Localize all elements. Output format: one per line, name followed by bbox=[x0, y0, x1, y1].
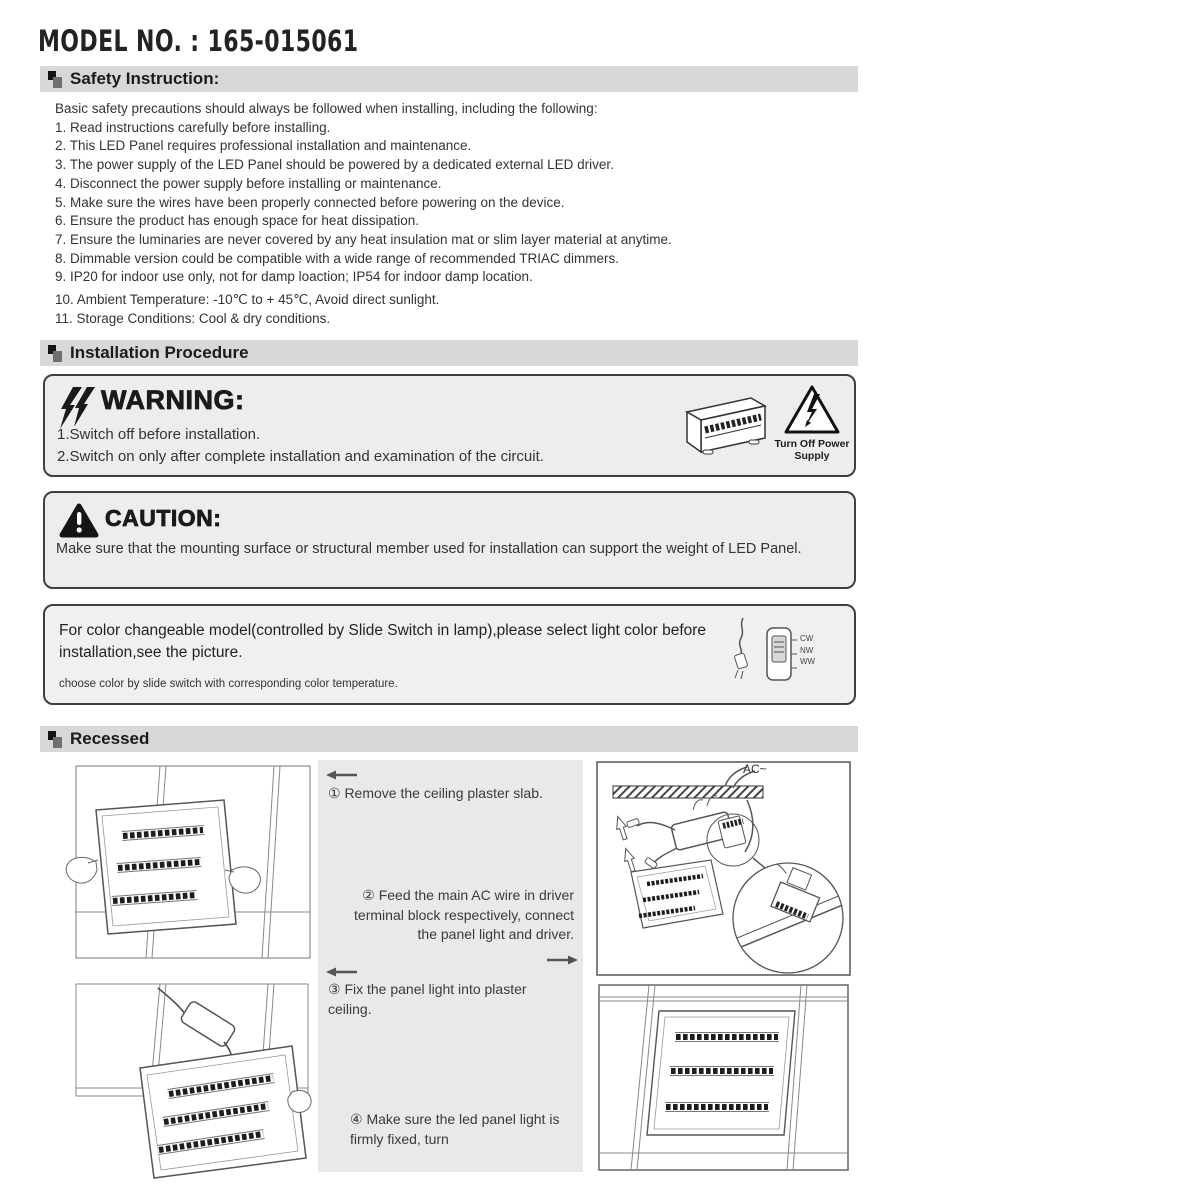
illustration-wiring-container bbox=[595, 760, 852, 977]
step-4-text: ④ Make sure the led panel light is firmly fixed, turn bbox=[350, 1111, 560, 1147]
safety-item: 7. Ensure the luminaries are never covered by any heat insulation mat or slim layer material at anytime. bbox=[55, 231, 672, 247]
color-select-text: For color changeable model(controlled by Slide Switch in lamp),please select light color before installation,see the picture. bbox=[59, 622, 707, 661]
safety-item: 9. IP20 for indoor use only, not for damp loaction; IP54 for indoor damp location. bbox=[55, 269, 533, 285]
illustration-connect-driver bbox=[595, 760, 852, 977]
step-2-text: ② Feed the main AC wire in driver terminal block respectively, connect the panel light and driver. bbox=[354, 887, 574, 942]
section-header-recessed bbox=[40, 726, 858, 752]
lightning-bolts-icon bbox=[57, 387, 95, 429]
illustration-remove-ceiling-slab bbox=[62, 760, 312, 965]
safety-item: 3. The power supply of the LED Panel should be powered by a dedicated external LED driver. bbox=[55, 157, 614, 173]
left-arrow-icon bbox=[326, 966, 358, 978]
warning-heading: WARNING: bbox=[101, 385, 245, 415]
section-header-safety bbox=[40, 66, 858, 92]
switch-label-ww: WW bbox=[800, 657, 816, 666]
safety-item: 4. Disconnect the power supply before installing or maintenance. bbox=[55, 175, 442, 191]
switch-temperature-labels bbox=[800, 633, 815, 668]
led-driver-illustration bbox=[677, 390, 773, 462]
right-arrow-icon bbox=[546, 954, 578, 966]
safety-item: 11. Storage Conditions: Cool & dry conditions. bbox=[55, 310, 331, 326]
warning-line-1: 1.Switch off before installation. bbox=[57, 426, 261, 443]
safety-item: 2. This LED Panel requires professional installation and maintenance. bbox=[55, 138, 472, 154]
section-header-installation bbox=[40, 340, 858, 366]
turn-off-power-label: Turn Off Power Supply bbox=[774, 438, 850, 462]
switch-label-cw: CW bbox=[800, 634, 814, 643]
safety-intro: Basic safety precautions should always be followed when installing, including the following: bbox=[55, 101, 598, 116]
safety-item: 1. Read instructions carefully before installing. bbox=[55, 119, 331, 135]
caution-text: Make sure that the mounting surface or structural member used for installation can support the weight of LED Panel. bbox=[56, 541, 802, 557]
warning-box bbox=[43, 374, 856, 477]
caution-box bbox=[43, 491, 856, 589]
section-title: Recessed bbox=[70, 729, 150, 748]
steps-column bbox=[318, 760, 583, 1172]
safety-instructions-list bbox=[55, 100, 835, 328]
switch-label-nw: NW bbox=[800, 645, 814, 655]
page-title: MODEL NO. : 165-015061 bbox=[38, 24, 359, 58]
slide-switch-illustration bbox=[725, 616, 805, 698]
step-1-text: ① Remove the ceiling plaster slab. bbox=[328, 785, 543, 801]
section-marker-icon bbox=[47, 71, 63, 88]
section-marker-icon bbox=[47, 731, 63, 748]
ac-wire-label: AC~ bbox=[743, 762, 767, 776]
illustration-panel-installed bbox=[597, 983, 850, 1172]
color-select-box bbox=[43, 604, 856, 705]
electric-hazard-triangle-icon bbox=[783, 384, 841, 436]
left-arrow-icon bbox=[326, 769, 358, 781]
safety-item: 6. Ensure the product has enough space for heat dissipation. bbox=[55, 213, 419, 229]
section-marker-icon bbox=[47, 345, 63, 362]
safety-item: 5. Make sure the wires have been properly connected before powering on the device. bbox=[55, 194, 565, 210]
step-3-text: ③ Fix the panel light into plaster ceiling. bbox=[328, 981, 527, 1017]
color-select-caption: choose color by slide switch with corresponding color temperature. bbox=[59, 678, 398, 690]
caution-heading: CAUTION: bbox=[105, 505, 222, 531]
warning-line-2: 2.Switch on only after complete installation and examination of the circuit. bbox=[57, 448, 544, 465]
caution-triangle-icon bbox=[59, 503, 99, 538]
section-title: Installation Procedure bbox=[70, 343, 249, 362]
illustration-fix-panel bbox=[62, 980, 312, 1180]
safety-item: 8. Dimmable version could be compatible with a wide range of recommended TRIAC dimmers. bbox=[55, 250, 619, 266]
section-title: Safety Instruction: bbox=[70, 69, 220, 88]
safety-item: 10. Ambient Temperature: -10℃ to + 45℃, Avoid direct sunlight. bbox=[55, 292, 440, 308]
